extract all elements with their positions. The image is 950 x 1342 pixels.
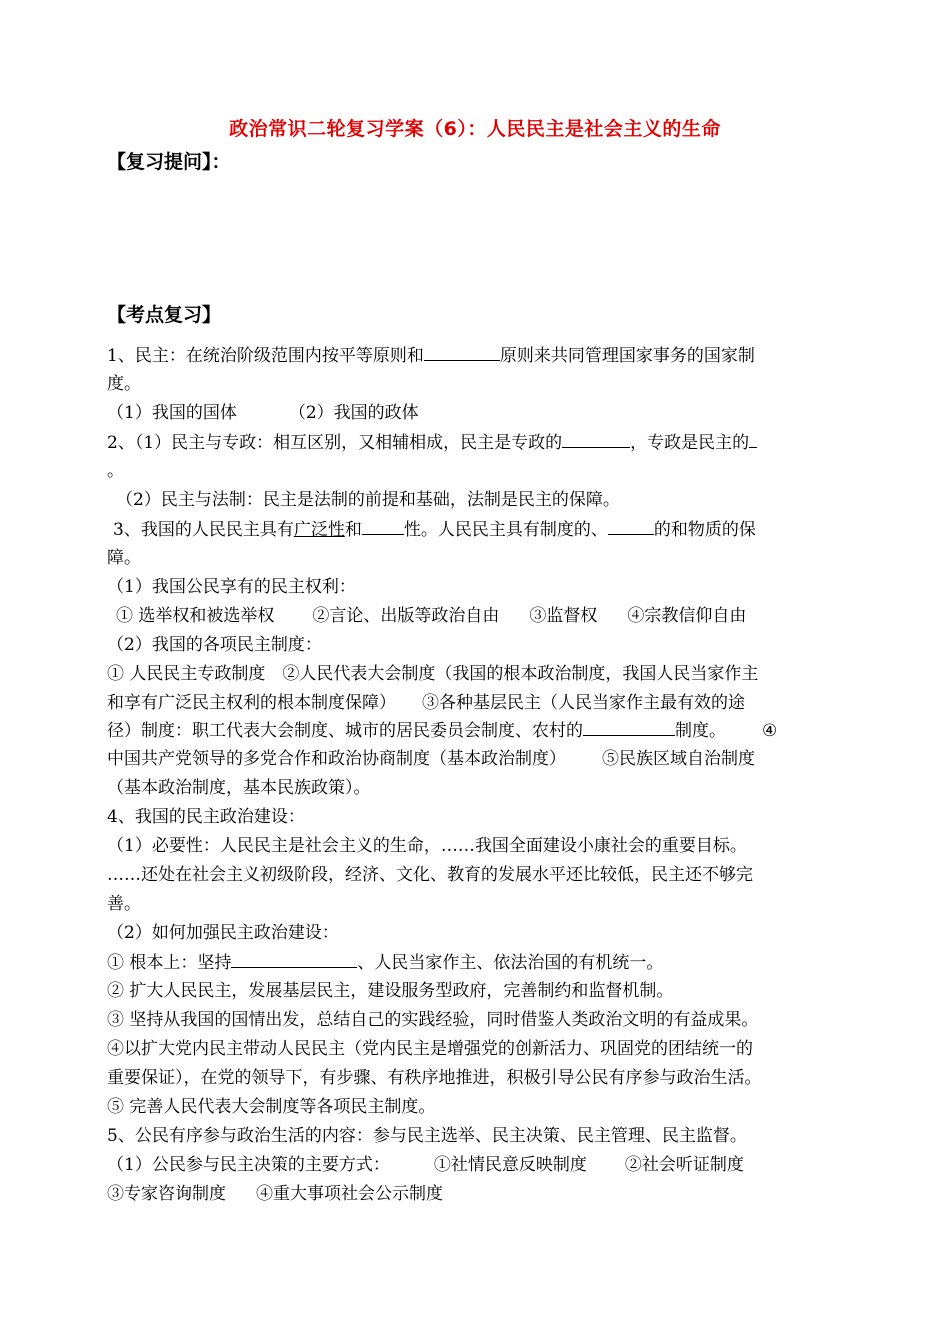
text-segment: ① 选举权和被选举权 <box>116 606 275 626</box>
text-segment: ⑤民族区域自治制度 <box>602 749 755 769</box>
underlined-text: 广泛性 <box>293 520 345 540</box>
text-line <box>107 344 755 367</box>
text-line: （2）我国的各项民主制度： <box>107 635 322 655</box>
text-segment: ③各种基层民主（人民当家作主最有效的途 <box>422 693 745 713</box>
text-segment: ①社情民意反映制度 <box>433 1155 587 1175</box>
text-line <box>107 951 663 974</box>
text-line <box>116 605 746 627</box>
text-segment: 径）制度：职工代表大会制度、城市的居民委员会制度、农村的 <box>107 721 583 741</box>
text-line: （2）民主与法制：民主是法制的前提和基础，法制是民主的保障。 <box>116 490 620 510</box>
text-line: ③ 坚持从我国的国情出发，总结自己的实践经验，同时借鉴人类政治文明的有益成果。 <box>107 1010 759 1030</box>
text-line <box>113 518 756 541</box>
text-segment: （2）我国的政体 <box>288 403 419 423</box>
text-line: ④以扩大党内民主带动人民民主（党内民主是增强党的创新活力、巩固党的团结统一的 <box>107 1039 753 1059</box>
text-line: 4、我国的民主政治建设： <box>107 807 305 827</box>
text-segment: 中国共产党领导的多党合作和政治协商制度（基本政治制度） <box>107 749 566 769</box>
text-line: 。 <box>107 461 124 481</box>
text-line: （基本政治制度，基本民族政策）。 <box>107 778 371 798</box>
text-segment: 和享有广泛民主权利的根本制度保障） <box>107 693 396 713</box>
text-line <box>107 1154 744 1176</box>
text-line <box>107 402 419 424</box>
text-segment: 和 <box>344 520 362 540</box>
text-line: （2）如何加强民主政治建设： <box>107 923 339 943</box>
text-line: ① 人民民主专政制度 ②人民代表大会制度（我国的根本政治制度，我国人民当家作主 <box>107 664 759 684</box>
text-segment: 原则来共同管理国家事务的国家制 <box>499 346 755 366</box>
text-segment: ②社会听证制度 <box>624 1155 744 1175</box>
text-segment: 的和物质的保 <box>653 520 756 540</box>
text-segment: 性。人民民主具有制度的、 <box>403 520 608 540</box>
fill-blank <box>562 431 630 448</box>
fill-blank <box>424 344 500 361</box>
text-line <box>107 692 745 714</box>
exam-points-heading: 【考点复习】 <box>107 304 222 326</box>
text-segment: 、人民当家作主、依法治国的有机统一。 <box>357 953 664 973</box>
text-line <box>107 1183 443 1205</box>
text-segment: ④宗教信仰自由 <box>627 606 747 626</box>
text-segment: 2、（1）民主与专政：相互区别，又相辅相成，民主是专政的 <box>107 433 563 453</box>
text-segment: 制度。 <box>675 721 726 741</box>
text-line <box>107 431 757 454</box>
text-segment: 3、我国的人民民主具有 <box>113 520 294 540</box>
text-line: 善。 <box>107 894 141 914</box>
text-line: （1）我国公民享有的民主权利： <box>107 577 356 597</box>
text-line: ⑤ 完善人民代表大会制度等各项民主制度。 <box>107 1097 436 1117</box>
text-line: （1）必要性：人民民主是社会主义的生命，……我国全面建设小康社会的重要目标。 <box>107 836 747 856</box>
text-line: 障。 <box>107 548 141 568</box>
text-segment: （1）我国的国体 <box>107 403 237 423</box>
fill-blank <box>583 719 675 736</box>
text-line: ② 扩大人民民主，发展基层民主，建设服务型政府，完善制约和监督机制。 <box>107 981 674 1001</box>
text-line: ……还处在社会主义初级阶段，经济、文化、教育的发展水平还比较低，民主还不够完 <box>107 865 753 885</box>
text-line: 5、公民有序参与政治生活的内容：参与民主选举、民主决策、民主管理、民主监督。 <box>107 1126 747 1146</box>
fill-blank <box>749 431 757 448</box>
text-segment: （1）公民参与民主决策的主要方式： <box>107 1155 390 1175</box>
text-line: 度。 <box>107 374 141 394</box>
text-segment: ③监督权 <box>529 606 598 626</box>
fill-blank <box>231 951 357 968</box>
text-segment: ③专家咨询制度 <box>107 1184 226 1204</box>
fill-blank <box>362 518 404 535</box>
fill-blank <box>608 518 654 535</box>
text-segment: ，专政是民主的 <box>630 433 750 453</box>
text-line <box>107 748 755 770</box>
review-question-heading: 【复习提问】： <box>107 151 231 173</box>
text-line: 重要保证），在党的领导下，有步骤、有秩序地推进，积极引导公民有序参与政治生活。 <box>107 1068 762 1088</box>
document-title: 政治常识二轮复习学案（6）：人民民主是社会主义的生命 <box>229 118 721 140</box>
text-segment: ④重大事项社会公示制度 <box>256 1184 443 1204</box>
text-segment: 1、民主：在统治阶级范围内按平等原则和 <box>107 346 424 366</box>
text-segment: ②言论、出版等政治自由 <box>312 606 500 626</box>
text-segment: ① 根本上：坚持 <box>107 953 232 973</box>
text-segment: ④ <box>762 721 778 741</box>
text-line <box>107 719 777 742</box>
